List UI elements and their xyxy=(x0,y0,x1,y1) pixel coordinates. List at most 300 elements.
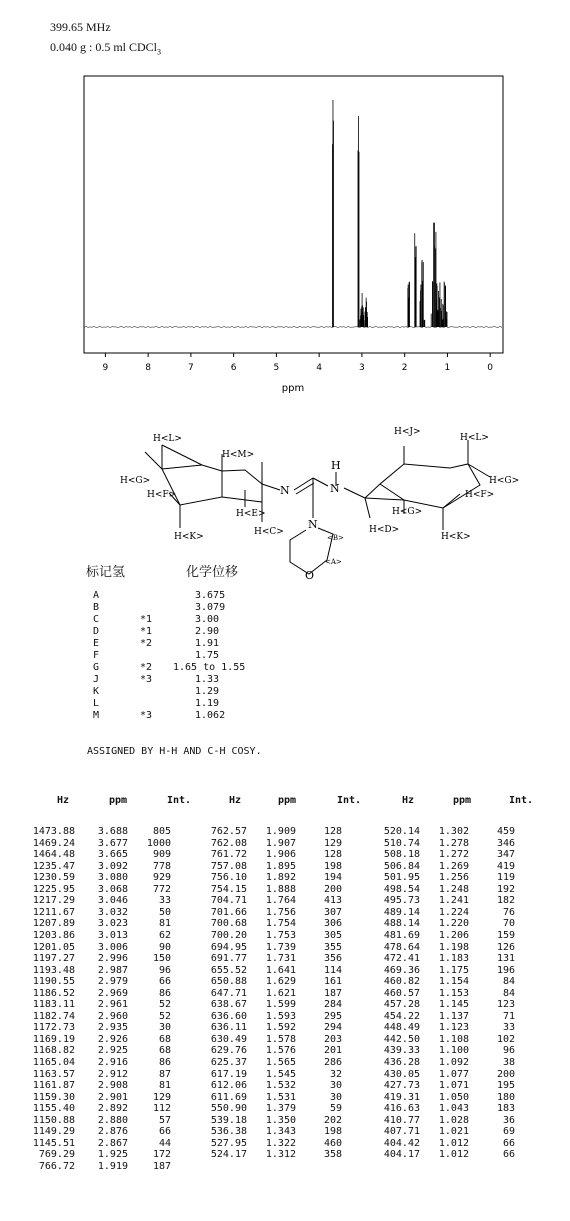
shift-row-label: B xyxy=(93,602,100,613)
peak-table-cell: 1.592 xyxy=(265,1022,296,1034)
shift-row-note: *1 xyxy=(140,614,153,625)
peak-table-cell: 754.15 xyxy=(210,883,247,895)
shift-row-value: 1.33 xyxy=(195,674,220,685)
peak-table-cell: 427.73 xyxy=(383,1080,420,1092)
peak-table-cell: 1165.04 xyxy=(32,1057,75,1068)
peak-table-cell: 1163.57 xyxy=(32,1068,75,1080)
peak-table-cell: 611.69 xyxy=(210,1091,247,1103)
shift-row-label: C xyxy=(93,614,100,625)
peak-table-cell: 196 xyxy=(496,964,515,976)
peak-table-cell: 182 xyxy=(496,895,515,907)
peak-table-cell: 1.350 xyxy=(265,1114,296,1126)
peak-table-cell: 1.092 xyxy=(438,1057,469,1068)
peak-table-cell: 1197.27 xyxy=(32,953,75,965)
peak-table-cell: 1.256 xyxy=(438,872,469,884)
peak-table-cell: 430.05 xyxy=(383,1068,420,1080)
peak-table-cell: 68 xyxy=(158,1045,171,1057)
peak-table-cell: 1.012 xyxy=(438,1149,469,1161)
peak-table-cell: 1.220 xyxy=(438,918,469,930)
peak-table-cell: 194 xyxy=(323,872,342,884)
peak-table-cell: 180 xyxy=(496,1091,515,1103)
peak-table-cell: 86 xyxy=(158,1057,171,1068)
peak-table-cell: 66 xyxy=(158,1126,171,1138)
peak-table-cell: 929 xyxy=(152,872,171,884)
peak-table-cell: 1.272 xyxy=(438,849,469,861)
peak-table-cell: 126 xyxy=(496,941,515,953)
peak-table-cell: 198 xyxy=(323,860,342,872)
peak-table-cell: 694.95 xyxy=(210,941,247,953)
peak-table-cell: 1464.48 xyxy=(32,849,75,861)
peak-table-cell: 404.17 xyxy=(383,1149,420,1161)
peak-table-cell: 96 xyxy=(502,1045,515,1057)
peak-table-cell: 44 xyxy=(158,1137,171,1149)
label-nh-h: H xyxy=(331,459,341,472)
peak-table-cell: 3.080 xyxy=(97,872,128,884)
peak-table-cell: 1.906 xyxy=(265,849,296,861)
left-ring-bond xyxy=(145,452,162,469)
peak-table-cell: 629.76 xyxy=(210,1045,247,1057)
peak-table-cell: 90 xyxy=(158,941,171,953)
x-tick-label-4: 4 xyxy=(316,363,323,373)
right-ring-bond xyxy=(443,494,460,508)
peak-table-cell: 704.71 xyxy=(210,895,247,907)
peak-table-cell: 469.36 xyxy=(383,964,420,976)
peak-table-cell: 762.57 xyxy=(210,826,247,837)
col-label-header: 标记氢 xyxy=(86,565,126,580)
peak-table-cell: 1.071 xyxy=(438,1080,469,1092)
peak-table-cell: 3.068 xyxy=(97,883,128,895)
peak-table-header: ppm xyxy=(453,795,472,806)
peak-table-cell: 1186.52 xyxy=(32,987,75,999)
peak-table-cell: 1190.55 xyxy=(32,976,75,988)
peak-table-cell: 307 xyxy=(323,906,342,918)
shift-row-note: *3 xyxy=(140,674,153,685)
shift-row-label: D xyxy=(93,626,100,637)
peak-table-cell: 762.08 xyxy=(210,837,247,849)
peak-table-cell: 1.754 xyxy=(265,918,296,930)
peak-table-cell: 1.343 xyxy=(265,1126,296,1138)
label-n2: N xyxy=(330,482,340,495)
peak-table-cell: 419.31 xyxy=(383,1091,420,1103)
peak-table-cell: 1150.88 xyxy=(32,1114,75,1126)
peak-table-cell: 1.739 xyxy=(265,941,296,953)
peak-table-cell: 1.108 xyxy=(438,1033,469,1045)
label-hg-left: H<G> xyxy=(120,476,151,486)
peak-table-cell: 1.100 xyxy=(438,1045,469,1057)
peak-table-cell: 701.66 xyxy=(210,906,247,918)
peak-table-cell: 355 xyxy=(323,941,342,953)
peak-table-cell: 36 xyxy=(502,1114,515,1126)
shift-row-label: J xyxy=(93,674,100,685)
peak-table-cell: 1.248 xyxy=(438,883,469,895)
peak-table-cell: 159 xyxy=(496,929,515,941)
label-hd: H<D> xyxy=(369,525,400,535)
peak-table-cell: 3.688 xyxy=(97,826,128,837)
peak-table-cell: 1225.95 xyxy=(32,883,75,895)
peak-table-cell: 71 xyxy=(502,1010,515,1022)
x-tick-label-0: 0 xyxy=(487,363,494,373)
peak-table-cell: 30 xyxy=(158,1022,171,1034)
peak-table-header: ppm xyxy=(278,795,297,806)
peak-table-cell: 1.123 xyxy=(438,1022,469,1034)
peak-table-cell: 1473.88 xyxy=(32,826,75,837)
peak-table-cell: 448.49 xyxy=(383,1022,420,1034)
peak-table-cell: 1469.24 xyxy=(32,837,75,849)
peak-table-cell: 638.67 xyxy=(210,999,247,1011)
peak-table-cell: 198 xyxy=(323,1126,342,1138)
peak-table-cell: 1.593 xyxy=(265,1010,296,1022)
peak-table-cell: 510.74 xyxy=(383,837,420,849)
peak-table-cell: 520.14 xyxy=(383,826,420,837)
peak-table-cell: 501.95 xyxy=(383,872,420,884)
peak-table-cell: 1.241 xyxy=(438,895,469,907)
shift-row-value: 3.675 xyxy=(195,590,226,601)
peak-table-cell: 200 xyxy=(323,883,342,895)
peak-table-cell: 200 xyxy=(496,1068,515,1080)
peak-table-cell: 436.28 xyxy=(383,1057,420,1068)
peak-table-cell: 2.926 xyxy=(97,1033,128,1045)
peak-table-cell: 1.137 xyxy=(438,1010,469,1022)
peak-table-cell: 1.731 xyxy=(265,953,296,965)
peak-table-cell: 161 xyxy=(323,976,342,988)
peak-table-cell: 1.302 xyxy=(438,826,469,837)
peak-table-cell: 295 xyxy=(323,1010,342,1022)
peak-table-cell: 1.764 xyxy=(265,895,296,907)
peak-table-cell: 81 xyxy=(158,1080,171,1092)
peak-table-cell: 1201.05 xyxy=(32,941,75,953)
label-hl-left: H<L> xyxy=(153,434,182,444)
peak-table-cell: 119 xyxy=(496,872,515,884)
peak-table-cell: 700.20 xyxy=(210,929,247,941)
label-n3: N xyxy=(308,518,318,531)
peak-table-cell: 1211.67 xyxy=(32,906,75,918)
peak-table-cell: 62 xyxy=(158,929,171,941)
shift-row-value: 3.079 xyxy=(195,602,226,613)
peak-table-cell: 772 xyxy=(152,883,171,895)
peak-table-cell: 1.629 xyxy=(265,976,296,988)
peak-table-cell: 150 xyxy=(152,953,171,965)
label-hg-right: H<G> xyxy=(489,476,520,486)
peak-table-cell: 439.33 xyxy=(383,1045,420,1057)
peak-table-cell: 1.621 xyxy=(265,987,296,999)
peak-table-cell: 508.18 xyxy=(383,849,420,861)
peak-table-cell: 1.925 xyxy=(97,1149,128,1161)
bonds xyxy=(145,440,490,574)
shift-row-note: *2 xyxy=(140,638,153,649)
peak-table-cell: 32 xyxy=(329,1068,342,1080)
shift-row-value: 1.062 xyxy=(195,710,226,721)
peak-table-cell: 2.925 xyxy=(97,1045,128,1057)
peak-table-cell: 70 xyxy=(502,918,515,930)
peak-table-cell: 346 xyxy=(496,837,515,849)
peak-table-cell: 612.06 xyxy=(210,1080,247,1092)
peak-table-cell: 506.84 xyxy=(383,860,420,872)
shift-row-label: E xyxy=(93,638,100,649)
peak-table-cell: 1.145 xyxy=(438,999,469,1011)
x-tick-label-3: 3 xyxy=(359,363,365,373)
peak-table-cell: 347 xyxy=(496,849,515,861)
molecule-structure xyxy=(0,0,570,600)
peak-table-cell: 2.935 xyxy=(97,1022,128,1034)
peak-table-header: Int. xyxy=(509,795,534,806)
peak-table-cell: 86 xyxy=(158,987,171,999)
peak-table-cell: 1.531 xyxy=(265,1091,296,1103)
peak-table-cell: 1.043 xyxy=(438,1103,469,1115)
peak-table-cell: 129 xyxy=(152,1091,171,1103)
label-hf-left: H<F> xyxy=(147,490,177,500)
peak-table-cell: 306 xyxy=(323,918,342,930)
x-tick-label-7: 7 xyxy=(188,363,194,373)
peak-table-cell: 1000 xyxy=(146,837,171,849)
label-hf-right: H<F> xyxy=(465,490,495,500)
sample-concentration-text: 0.040 g : 0.5 ml CDCl xyxy=(50,40,158,54)
shift-row-value: 1.91 xyxy=(195,638,220,649)
peak-table-cell: 1172.73 xyxy=(32,1022,75,1034)
peak-table-cell: 524.17 xyxy=(210,1149,247,1161)
peak-table-cell: 33 xyxy=(158,895,171,907)
peak-table-cell: 129 xyxy=(323,837,342,849)
peak-table-cell: 459 xyxy=(496,826,515,837)
shift-row-label: G xyxy=(93,662,100,673)
peak-table-cell: 1.322 xyxy=(265,1137,296,1149)
shift-row-value: 2.90 xyxy=(195,626,220,637)
peak-table-cell: 284 xyxy=(323,999,342,1011)
peak-table-cell: 413 xyxy=(323,895,342,907)
peak-table-cell: 805 xyxy=(152,826,171,837)
peak-table-cell: 1.895 xyxy=(265,860,296,872)
peak-table-cell: 3.023 xyxy=(97,918,128,930)
peak-table-cell: 778 xyxy=(152,860,171,872)
peak-table-cell: 87 xyxy=(158,1068,171,1080)
peak-table-cell: 3.092 xyxy=(97,860,128,872)
peak-table-cell: 69 xyxy=(502,1126,515,1138)
nh-c-bond xyxy=(344,488,365,498)
shift-row-value: 1.65 to 1.55 xyxy=(173,662,246,673)
peak-table-cell: 30 xyxy=(329,1080,342,1092)
peak-table-cell: 1.576 xyxy=(265,1045,296,1057)
peak-table-cell: 1.153 xyxy=(438,987,469,999)
c-n-bond xyxy=(262,484,280,490)
peak-table-cell: 488.14 xyxy=(383,918,420,930)
peak-table-cell: 1.532 xyxy=(265,1080,296,1092)
peak-table-cell: 1.565 xyxy=(265,1057,296,1068)
peak-table-cell: 52 xyxy=(158,999,171,1011)
peak-table-cell: 655.52 xyxy=(210,964,247,976)
peak-table-cell: 1.578 xyxy=(265,1033,296,1045)
peak-table-cell: 756.10 xyxy=(210,872,247,884)
peak-table-cell: 472.41 xyxy=(383,953,420,965)
peak-table-cell: 30 xyxy=(329,1091,342,1103)
peak-table-cell: 2.908 xyxy=(97,1080,128,1092)
peak-table-cell: 33 xyxy=(502,1022,515,1034)
peak-table-cell: 52 xyxy=(158,1010,171,1022)
peak-table-header: ppm xyxy=(109,795,128,806)
peak-table-cell: 1.312 xyxy=(265,1149,296,1161)
peak-table-cell: 3.032 xyxy=(97,906,128,918)
peak-table-cell: 1168.82 xyxy=(32,1045,75,1057)
peak-table-cell: 1.756 xyxy=(265,906,296,918)
peak-table-cell: 2.996 xyxy=(97,953,128,965)
peak-table-cell: 202 xyxy=(323,1114,342,1126)
x-tick-label-6: 6 xyxy=(230,363,237,373)
peak-table-cell: 66 xyxy=(502,1137,515,1149)
label-hj: H<J> xyxy=(394,427,421,437)
peak-table-header: Hz xyxy=(229,795,242,806)
peak-table-cell: 2.961 xyxy=(97,999,128,1011)
peak-table-cell: 76 xyxy=(502,906,515,918)
peak-table-cell: 294 xyxy=(323,1022,342,1034)
x-tick-label-1: 1 xyxy=(444,363,451,373)
peak-table-cell: 128 xyxy=(323,826,342,837)
peak-table-cell: 1.224 xyxy=(438,906,469,918)
peak-table-cell: 442.50 xyxy=(383,1033,420,1045)
peak-table-cell: 102 xyxy=(496,1033,515,1045)
shift-row-label: M xyxy=(93,710,100,721)
label-hk-left: H<K> xyxy=(174,532,204,542)
peak-table-cell: 2.987 xyxy=(97,964,128,976)
peak-table-cell: 757.08 xyxy=(210,860,247,872)
peak-table-cell: 1.892 xyxy=(265,872,296,884)
peak-table-cell: 460.57 xyxy=(383,987,420,999)
shift-row-note: *2 xyxy=(140,662,153,673)
peak-table-cell: 123 xyxy=(496,999,515,1011)
col-shift-header: 化学位移 xyxy=(186,565,239,580)
peak-table-cell: 761.72 xyxy=(210,849,247,861)
peak-table-cell: 1149.29 xyxy=(32,1126,75,1138)
peak-table-cell: 527.95 xyxy=(210,1137,247,1149)
peak-table-cell: 3.006 xyxy=(97,941,128,953)
c-n-double-bond xyxy=(296,483,314,494)
shift-row-label: A xyxy=(93,590,100,601)
peak-table-cell: 38 xyxy=(502,1057,515,1068)
peak-table-cell: 650.88 xyxy=(210,976,247,988)
peak-table-cell: 1.175 xyxy=(438,964,469,976)
peak-table-cell: 498.54 xyxy=(383,883,420,895)
peak-table-cell: 3.677 xyxy=(97,837,128,849)
peak-table-cell: 1.919 xyxy=(97,1160,128,1172)
label-hg-mid: H<G> xyxy=(392,507,423,517)
peak-table-cell: 1.599 xyxy=(265,999,296,1011)
peak-table-cell: 3.046 xyxy=(97,895,128,907)
peak-table-cell: 630.49 xyxy=(210,1033,247,1045)
peak-table-cell: 1.907 xyxy=(265,837,296,849)
peak-table-cell: 59 xyxy=(329,1103,342,1115)
peak-table-cell: 203 xyxy=(323,1033,342,1045)
peak-table-cell: 1230.59 xyxy=(32,872,75,884)
peak-table-cell: 356 xyxy=(323,953,342,965)
peak-table-cell: 1207.89 xyxy=(32,918,75,930)
peak-table-cell: 192 xyxy=(496,883,515,895)
peak-table-cell: 81 xyxy=(158,918,171,930)
peak-table-cell: 1183.11 xyxy=(32,999,75,1011)
peak-table-cell: 1.012 xyxy=(438,1137,469,1149)
peak-table-cell: 1.545 xyxy=(265,1068,296,1080)
shift-row-label: L xyxy=(93,698,100,709)
peak-table-cell: 84 xyxy=(502,987,515,999)
peak-table-cell: 625.37 xyxy=(210,1057,247,1068)
peak-table-cell: 909 xyxy=(152,849,171,861)
peak-table-cell: 201 xyxy=(323,1045,342,1057)
peak-table-cell: 539.18 xyxy=(210,1114,247,1126)
peak-table-cell: 2.901 xyxy=(97,1091,128,1103)
peak-table-cell: 172 xyxy=(152,1149,171,1161)
peak-table-cell: 183 xyxy=(496,1103,515,1115)
peak-table-cell: 195 xyxy=(496,1080,515,1092)
peak-table-cell: 1159.30 xyxy=(32,1091,75,1103)
peak-table-cell: 1.021 xyxy=(438,1126,469,1138)
shift-row-value: 1.19 xyxy=(195,698,220,709)
peak-table-cell: 112 xyxy=(152,1103,171,1115)
peak-table-header: Int. xyxy=(167,795,192,806)
peak-table-cell: 1155.40 xyxy=(32,1103,75,1115)
label-n1: N xyxy=(280,484,290,497)
label-he: H<E> xyxy=(236,509,266,519)
peak-table-cell: 128 xyxy=(323,849,342,861)
label-a: <A> xyxy=(325,558,342,566)
peak-table-cell: 766.72 xyxy=(38,1160,75,1172)
sample-subscript: 3 xyxy=(157,47,162,57)
peak-table-cell: 3.665 xyxy=(97,849,128,861)
peak-table-cell: 460 xyxy=(323,1137,342,1149)
peak-table-cell: 1217.29 xyxy=(32,895,75,907)
peak-table-cell: 419 xyxy=(496,860,515,872)
peak-table-cell: 636.60 xyxy=(210,1010,247,1022)
peak-table-cell: 1.641 xyxy=(265,964,296,976)
peak-table-cell: 1.183 xyxy=(438,953,469,965)
peak-table-cell: 1.269 xyxy=(438,860,469,872)
x-axis-label: ppm xyxy=(281,383,305,394)
left-ring-bond xyxy=(222,470,262,502)
peak-table-cell: 1.909 xyxy=(265,826,296,837)
peak-table-cell: 700.68 xyxy=(210,918,247,930)
peak-table-cell: 1.206 xyxy=(438,929,469,941)
peak-table-cell: 1235.47 xyxy=(32,860,75,872)
peak-table-cell: 1169.19 xyxy=(32,1033,75,1045)
peak-table-cell: 457.28 xyxy=(383,999,420,1011)
assignment-footnote: ASSIGNED BY H-H AND C-H COSY. xyxy=(87,746,262,757)
peak-table xyxy=(30,795,570,1195)
peak-table-cell: 617.19 xyxy=(210,1068,247,1080)
peak-table-cell: 1.278 xyxy=(438,837,469,849)
peak-table-cell: 131 xyxy=(496,953,515,965)
peak-table-cell: 96 xyxy=(158,964,171,976)
peak-table-cell: 1161.87 xyxy=(32,1080,75,1092)
peak-table-cell: 187 xyxy=(323,987,342,999)
peak-table-cell: 1203.86 xyxy=(32,929,75,941)
shift-row-value: 1.29 xyxy=(195,686,220,697)
peak-table-cell: 2.876 xyxy=(97,1126,128,1138)
peak-table-cell: 2.960 xyxy=(97,1010,128,1022)
x-tick-label-8: 8 xyxy=(145,363,151,373)
peak-table-cell: 1.028 xyxy=(438,1114,469,1126)
shift-row-note: *3 xyxy=(140,710,153,721)
peak-table-cell: 647.71 xyxy=(210,987,247,999)
peak-table-cell: 1.050 xyxy=(438,1091,469,1103)
x-tick-label-5: 5 xyxy=(273,363,280,373)
label-hc: H<C> xyxy=(254,527,284,537)
c-n-double-bond xyxy=(294,478,313,490)
peak-table-cell: 1.077 xyxy=(438,1068,469,1080)
peak-table-cell: 636.11 xyxy=(210,1022,247,1034)
label-b: <B> xyxy=(327,534,344,542)
peak-table-cell: 286 xyxy=(323,1057,342,1068)
label-hm: H<M> xyxy=(222,450,255,460)
peak-table-cell: 2.867 xyxy=(97,1137,128,1149)
peak-table-cell: 691.77 xyxy=(210,953,247,965)
peak-table-cell: 478.64 xyxy=(383,941,420,953)
peak-table-cell: 2.969 xyxy=(97,987,128,999)
peak-table-cell: 536.38 xyxy=(210,1126,247,1138)
